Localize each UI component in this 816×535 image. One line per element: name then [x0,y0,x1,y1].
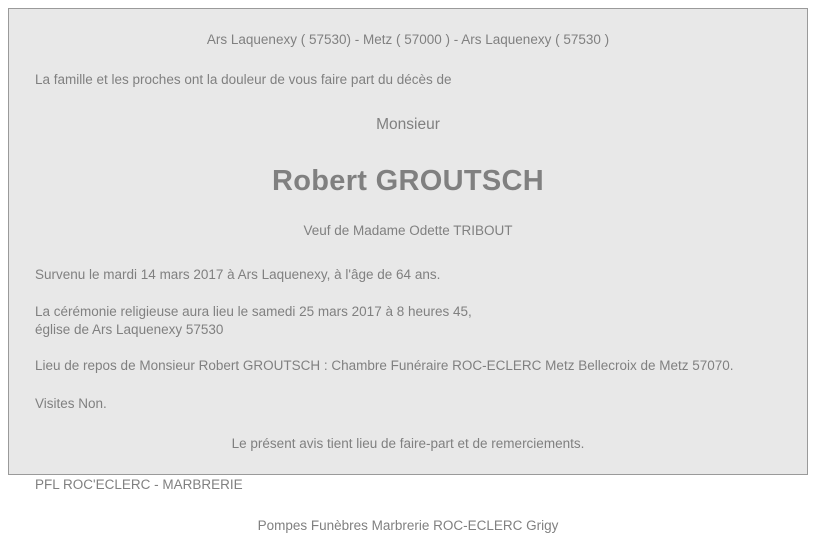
honorific-label: Monsieur [376,116,440,134]
footer-company: Pompes Funèbres Marbrerie ROC-ECLERC Grigy [257,518,559,534]
resting-place: Lieu de repos de Monsieur Robert GROUTSCH : Chambre Funéraire ROC-ECLERC Metz Bellecroix de Metz 57070. [35,358,734,374]
ceremony-line-1: La cérémonie religieuse aura lieu le samedi 25 mars 2017 à 8 heures 45, [35,303,472,319]
deceased-name: Robert GROUTSCH [272,165,544,198]
intro-text: La famille et les proches ont la douleur de vous faire part du décès de [35,72,452,88]
visits-info: Visites Non. [35,395,107,411]
death-details: Survenu le mardi 14 mars 2017 à Ars Laquenexy, à l'âge de 64 ans. [35,266,441,282]
ceremony-details [35,303,781,339]
locations-line: Ars Laquenexy ( 57530) - Metz ( 57000 ) - Ars Laquenexy ( 57530 ) [206,32,610,47]
funeral-company: PFL ROC'ECLERC - MARBRERIE [35,477,243,493]
spouse-info: Veuf de Madame Odette TRIBOUT [303,222,513,238]
present-notice: Le présent avis tient lieu de faire-part et de remerciements. [231,435,585,451]
ceremony-line-2: église de Ars Laquenexy 57530 [35,322,224,338]
